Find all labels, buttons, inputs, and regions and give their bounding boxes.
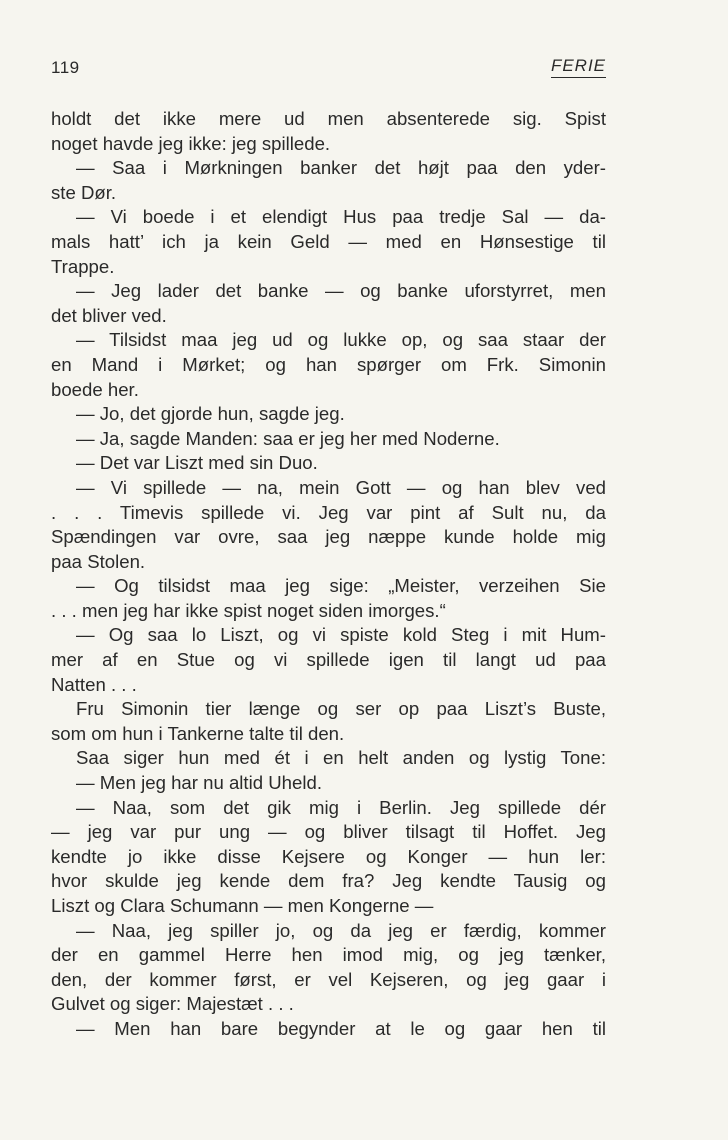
text-line: — Naa, jeg spiller jo, og da jeg er færdig, kommer xyxy=(76,919,606,941)
text-line: der en gammel Herre hen imod mig, og jeg tænker, xyxy=(51,944,606,966)
text-line: mer af en Stue og vi spillede igen til langt ud paa xyxy=(51,649,606,671)
text-line: den, der kommer først, er vel Kejseren, og jeg gaar i xyxy=(51,968,606,990)
text-line: — Tilsidst maa jeg ud og lukke op, og saa staar der xyxy=(76,329,606,351)
text-line: ste Dør. xyxy=(51,181,117,203)
text-line: hvor skulde jeg kende dem fra? Jeg kendte Tausig og xyxy=(51,870,606,892)
text-line: en Mand i Mørket; og han spørger om Frk. Simonin xyxy=(51,353,606,375)
text-line: — Men jeg har nu altid Uheld. xyxy=(76,772,322,794)
text-line: — Men han bare begynder at le og gaar hen til xyxy=(76,1017,606,1039)
text-line: boede her. xyxy=(51,378,139,400)
text-line: — Saa i Mørkningen banker det højt paa den yder- xyxy=(76,157,606,179)
text-line: Spændingen var ovre, saa jeg næppe kunde holde mig xyxy=(51,526,606,548)
text-line: — jeg var pur ung — og bliver tilsagt til Hoffet. Jeg xyxy=(51,821,606,843)
text-line: . . . men jeg har ikke spist noget siden imorges.“ xyxy=(51,599,446,621)
text-line: Gulvet og siger: Majestæt . . . xyxy=(51,993,294,1015)
text-line: — Vi spillede — na, mein Gott — og han blev ved xyxy=(76,476,606,498)
text-line: det bliver ved. xyxy=(51,304,167,326)
text-line: — Det var Liszt med sin Duo. xyxy=(76,452,318,474)
text-line: noget havde jeg ikke: jeg spillede. xyxy=(51,132,331,154)
text-line: kendte jo ikke disse Kejsere og Konger — hun ler: xyxy=(51,845,606,867)
text-line: — Og saa lo Liszt, og vi spiste kold Steg i mit Hum- xyxy=(76,624,606,646)
text-line: paa Stolen. xyxy=(51,550,146,572)
text-line: — Jo, det gjorde hun, sagde jeg. xyxy=(76,403,345,425)
text-line: — Naa, som det gik mig i Berlin. Jeg spillede dér xyxy=(76,796,606,818)
text-line: Natten . . . xyxy=(51,673,137,695)
text-line: Trappe. xyxy=(51,255,115,277)
running-title: FERIE xyxy=(551,56,606,78)
text-line: — Ja, sagde Manden: saa er jeg her med Noderne. xyxy=(76,427,500,449)
text-line: — Og tilsidst maa jeg sige: „Meister, verzeihen Sie xyxy=(76,575,606,597)
text-line: . . . Timevis spillede vi. Jeg var pint af Sult nu, da xyxy=(51,501,606,523)
text-line: mals hatt’ ich ja kein Geld — med en Hønsestige til xyxy=(51,230,606,252)
page-number: 119 xyxy=(51,58,80,77)
text-line: — Vi boede i et elendigt Hus paa tredje Sal — da- xyxy=(76,206,606,228)
text-line: som om hun i Tankerne talte til den. xyxy=(51,722,345,744)
text-line: Fru Simonin tier længe og ser op paa Liszt’s Buste, xyxy=(76,698,606,720)
text-line: holdt det ikke mere ud men absenterede sig. Spist xyxy=(51,108,606,129)
body-text xyxy=(51,107,606,1042)
text-line: — Jeg lader det banke — og banke uforstyrret, men xyxy=(76,280,606,302)
text-line: Saa siger hun med ét i en helt anden og lystig Tone: xyxy=(76,747,606,769)
text-line: Liszt og Clara Schumann — men Kongerne — xyxy=(51,895,434,916)
